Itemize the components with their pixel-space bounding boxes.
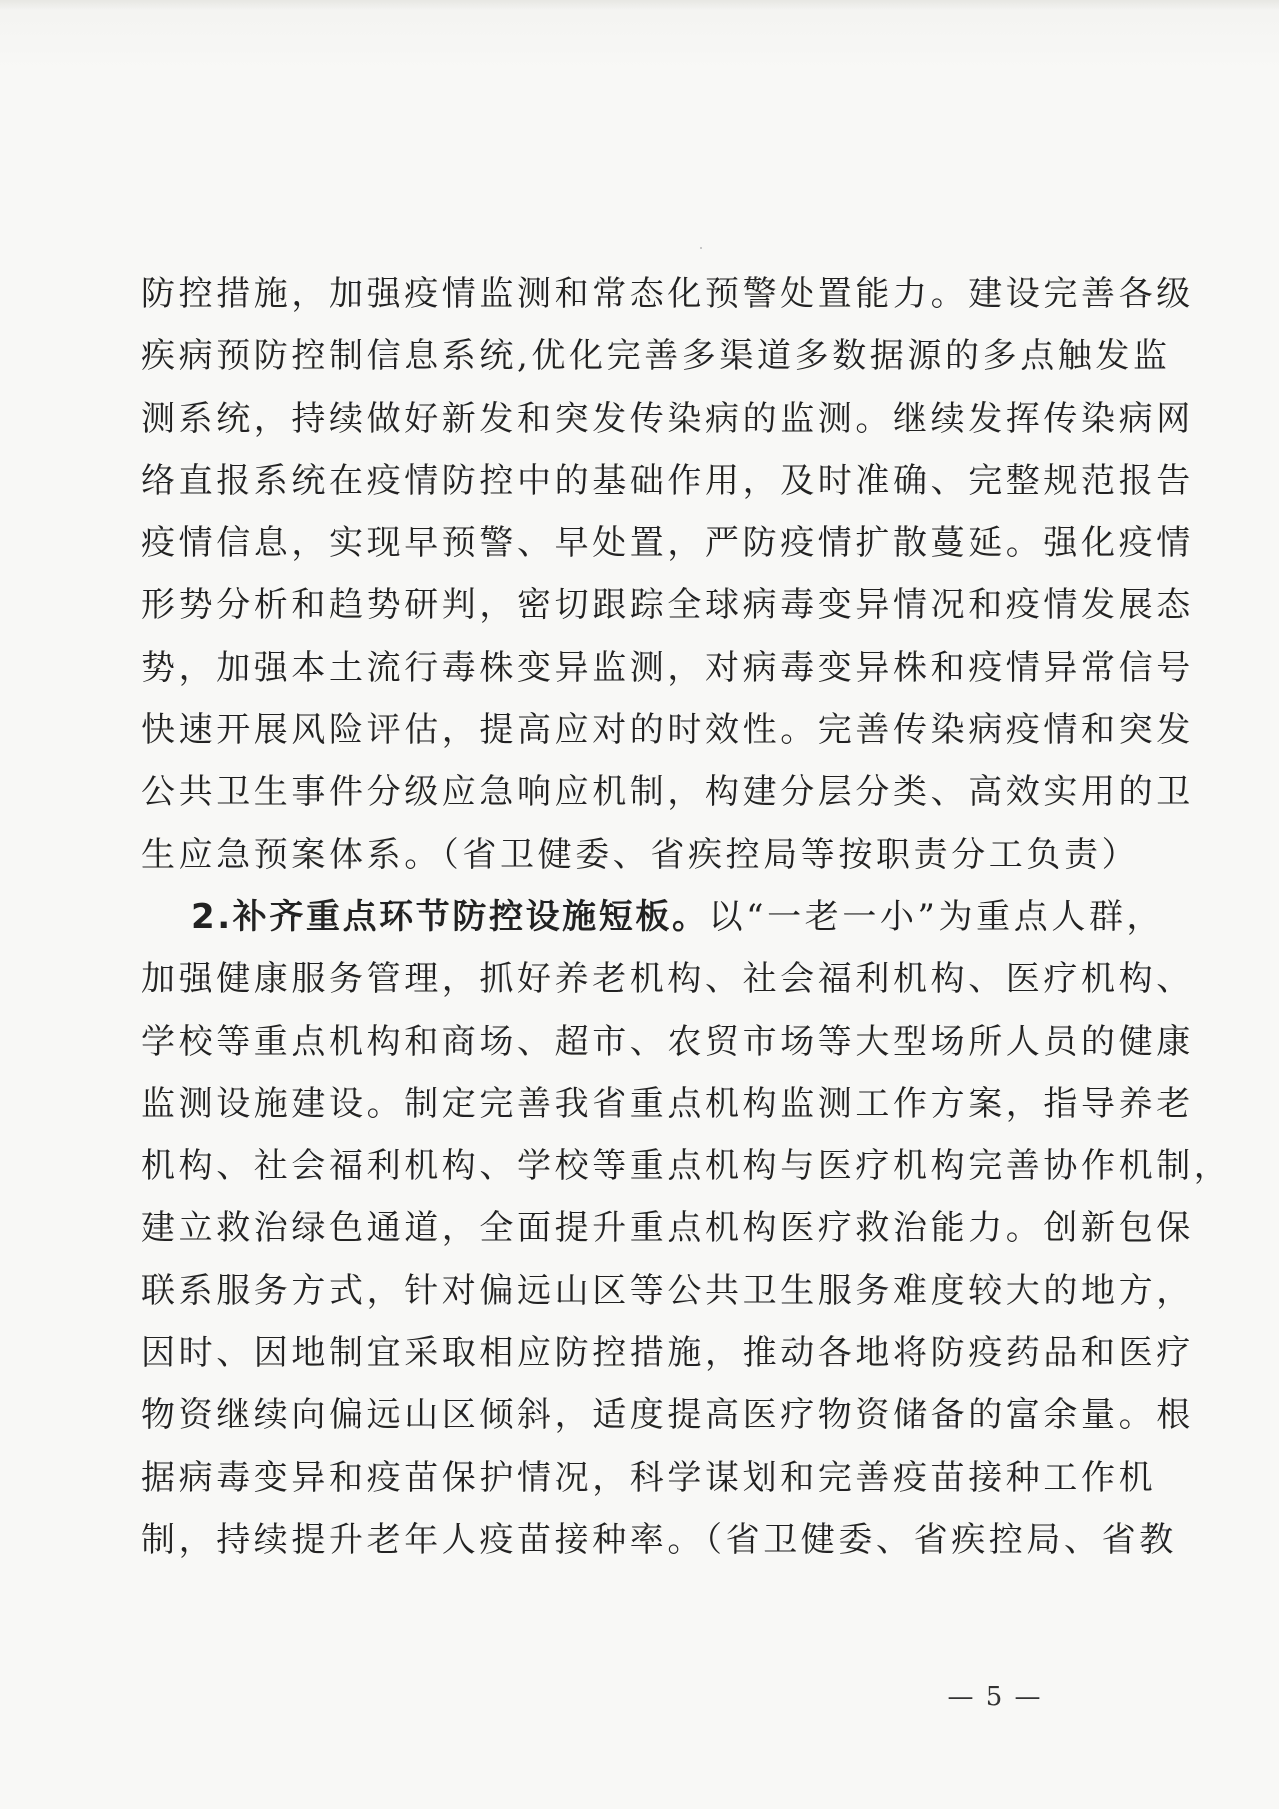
paragraph-line: 测系统，持续做好新发和突发传染病的监测。继续发挥传染病网 — [141, 398, 1194, 439]
section-2-heading: 2.补齐重点环节防控设施短板。 — [191, 896, 709, 937]
paragraph-line: 形势分析和趋势研判，密切跟踪全球病毒变异情况和疫情发展态 — [141, 585, 1194, 626]
paragraph-line: 制，持续提升老年人疫苗接种率。（省卫健委、省疾控局、省教 — [141, 1519, 1177, 1560]
paragraph-line: 机构、社会福利机构、学校等重点机构与医疗机构完善协作机制， — [141, 1146, 1232, 1187]
paragraph-line: 加强健康服务管理，抓好养老机构、社会福利机构、医疗机构、 — [141, 959, 1194, 1000]
paragraph-line: 监测设施建设。制定完善我省重点机构监测工作方案，指导养老 — [141, 1083, 1194, 1124]
scan-speck — [700, 247, 702, 249]
paragraph-line: 防控措施，加强疫情监测和常态化预警处置能力。建设完善各级 — [141, 274, 1194, 314]
paragraph-line: 学校等重点机构和商场、超市、农贸市场等大型场所人员的健康 — [141, 1021, 1194, 1062]
paragraph-line: 快速开展风险评估，提高应对的时效性。完善传染病疫情和突发 — [141, 710, 1194, 751]
paragraph-line: 据病毒变异和疫苗保护情况，科学谋划和完善疫苗接种工作机 — [141, 1457, 1157, 1498]
paragraph-line: 疾病预防控制信息系统,优化完善多渠道多数据源的多点触发监 — [141, 336, 1171, 377]
page-number: — 5 — — [947, 1682, 1043, 1712]
paragraph-line: 物资继续向偏远山区倾斜，适度提高医疗物资储备的富余量。根 — [141, 1395, 1194, 1436]
paragraph-line: 建立救治绿色通道，全面提升重点机构医疗救治能力。创新包保 — [141, 1208, 1194, 1249]
paragraph-line: 公共卫生事件分级应急响应机制，构建分层分类、高效实用的卫 — [141, 772, 1194, 813]
body-text — [141, 263, 1232, 1571]
paragraph-line: 联系服务方式，针对偏远山区等公共卫生服务难度较大的地方， — [141, 1270, 1194, 1311]
section-2-first-line — [141, 886, 1165, 948]
paragraph-line: 势，加强本土流行毒株变异监测，对病毒变异株和疫情异常信号 — [141, 647, 1194, 688]
paragraph-line: 络直报系统在疫情防控中的基础作用，及时准确、完整规范报告 — [141, 460, 1194, 501]
paragraph-line: 疫情信息，实现早预警、早处置，严防疫情扩散蔓延。强化疫情 — [141, 523, 1194, 564]
paragraph-line: 生应急预案体系。（省卫健委、省疾控局等按职责分工负责） — [141, 834, 1140, 875]
section-2-intro: 以“一老一小”为重点人群， — [708, 896, 1165, 937]
scan-edge-shadow — [0, 0, 1279, 10]
paragraph-line: 因时、因地制宜采取相应防控措施，推动各地将防疫药品和医疗 — [141, 1333, 1194, 1374]
